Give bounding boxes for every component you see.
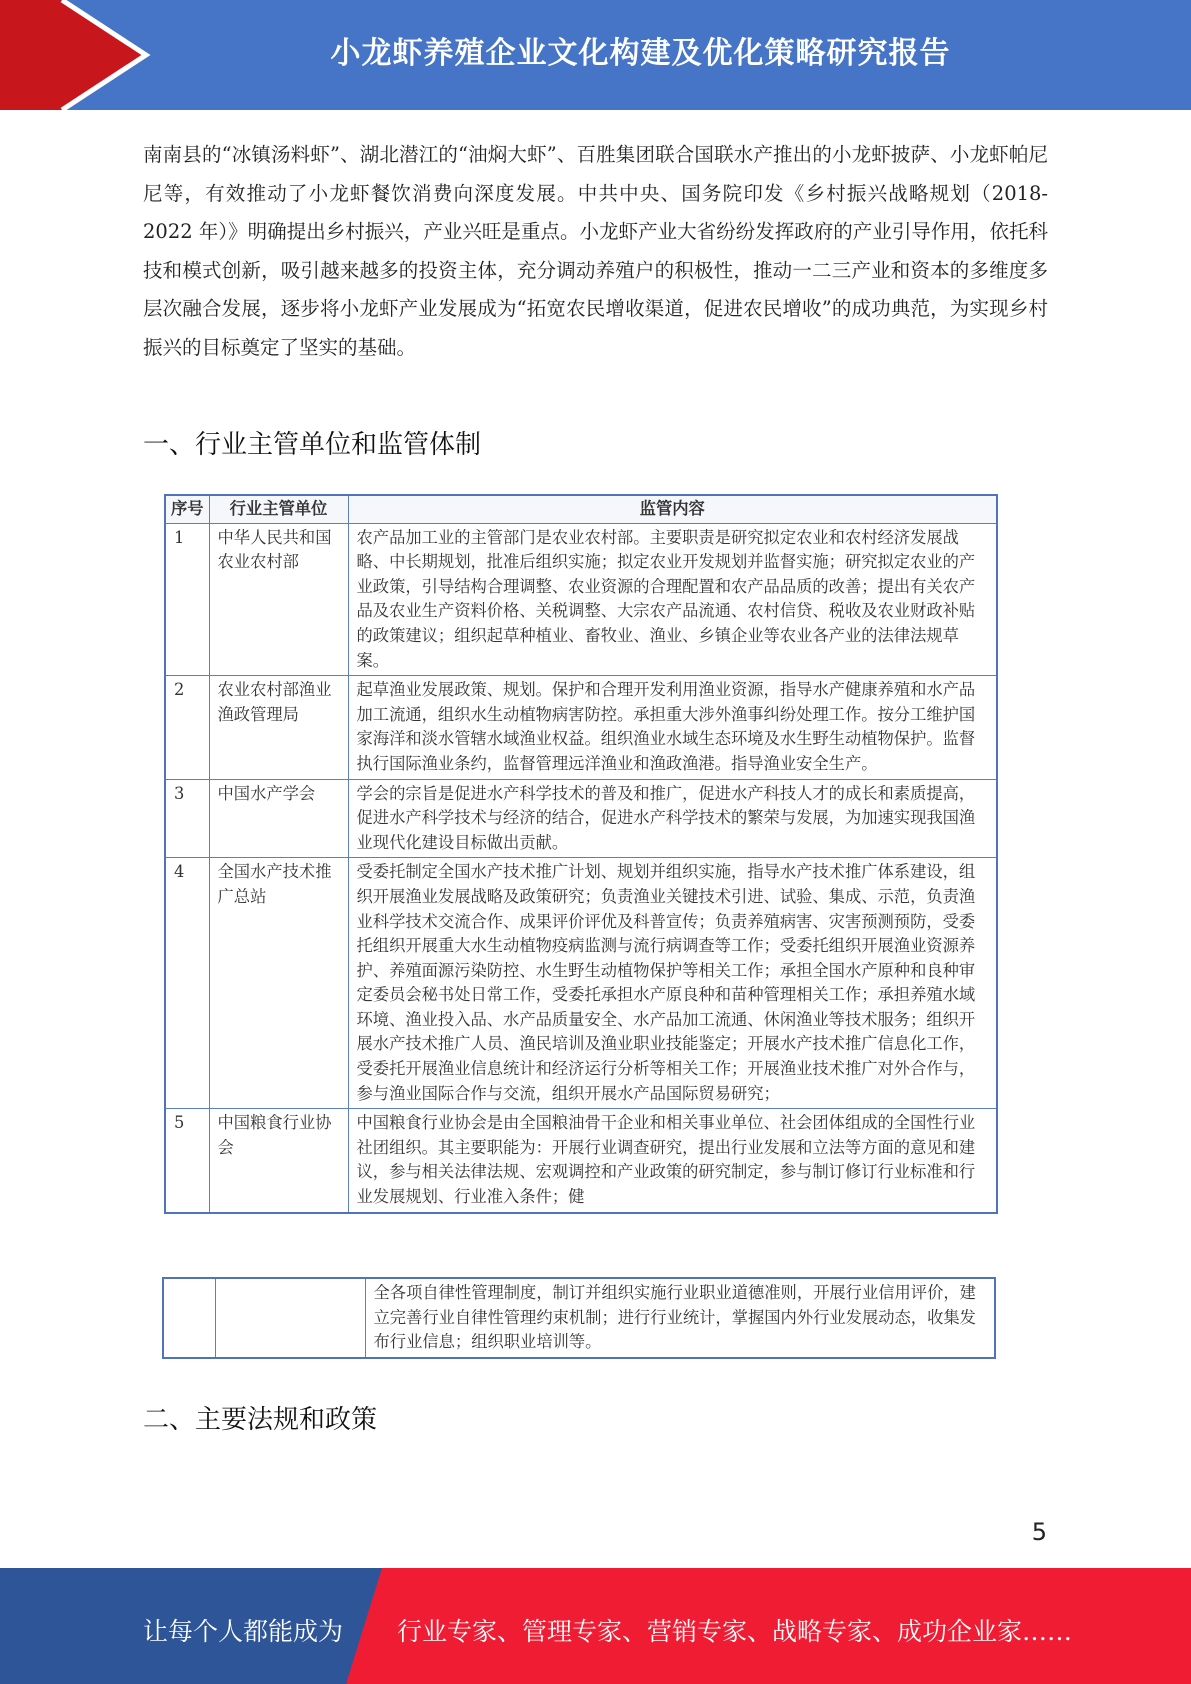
row-index: 1 bbox=[165, 523, 209, 676]
regulator-table-continuation bbox=[162, 1277, 996, 1359]
report-title: 小龙虾养殖企业文化构建及优化策略研究报告 bbox=[330, 36, 951, 71]
row-content: 起草渔业发展政策、规划。保护和合理开发利用渔业资源，指导水产健康养殖和水产品加工流通，组织水生动植物病害防控。承担重大涉外渔事纠纷处理工作。按分工维护国家海洋和淡水管辖水域渔业权益。组织渔业水域生态环境及水生野生动植物保护。监督执行国际渔业条约，监督管理远洋渔业和渔政渔港。指导渔业安全生产。 bbox=[348, 676, 997, 779]
row-unit: 中国水产学会 bbox=[209, 779, 348, 858]
row-index: 5 bbox=[165, 1109, 209, 1213]
col-header-index: 序号 bbox=[165, 495, 209, 523]
row-unit: 中华人民共和国农业农村部 bbox=[209, 523, 348, 676]
footer-slogan-left: 让每个人都能成为 bbox=[143, 1617, 344, 1646]
table-row bbox=[165, 779, 997, 858]
regulator-table bbox=[164, 494, 998, 1214]
section-heading-supervision: 一、行业主管单位和监管体制 bbox=[143, 430, 482, 460]
page-number: 5 bbox=[1031, 1518, 1047, 1546]
row-content: 全各项自律性管理制度，制订并组织实施行业职业道德准则，开展行业信用评价，建立完善行业自律性管理约束机制；进行行业统计，掌握国内外行业发展动态，收集发布行业信息；组织职业培训等。 bbox=[365, 1278, 995, 1358]
table-row bbox=[165, 1109, 997, 1213]
table-header-row bbox=[165, 495, 997, 523]
page-footer bbox=[0, 1568, 1191, 1684]
section-heading-regulations: 二、主要法规和政策 bbox=[143, 1405, 378, 1435]
table-row bbox=[165, 676, 997, 779]
intro-paragraph: 南南县的“冰镇汤料虾”、湖北潜江的“油焖大虾”、百胜集团联合国联水产推出的小龙虾披萨、小龙虾帕尼尼等，有效推动了小龙虾餐饮消费向深度发展。中共中央、国务院印发《乡村振兴战略规划（2018-2022 年）》明确提出乡村振兴，产业兴旺是重点。小龙虾产业大省纷纷发挥政府的产业引导作用，依托科技和模式创新，吸引越来越多的投资主体，充分调动养殖户的积极性，推动一二三产业和资本的多维度多层次融合发展，逐步将小龙虾产业发展成为“拓宽农民增收渠道，促进农民增收”的成功典范，为实现乡村振兴的目标奠定了坚实的基础。 bbox=[143, 143, 1048, 359]
row-unit: 中国粮食行业协会 bbox=[209, 1109, 348, 1213]
table-row bbox=[163, 1278, 995, 1358]
row-content: 中国粮食行业协会是由全国粮油骨干企业和相关事业单位、社会团体组成的全国性行业社团组织。其主要职能为：开展行业调查研究，提出行业发展和立法等方面的意见和建议，参与相关法律法规、宏观调控和产业政策的研究制定，参与制订修订行业标准和行业发展规划、行业准入条件；健 bbox=[348, 1109, 997, 1213]
row-index bbox=[163, 1278, 215, 1358]
row-content: 受委托制定全国水产技术推广计划、规划并组织实施，指导水产技术推广体系建设，组织开展渔业发展战略及政策研究；负责渔业关键技术引进、试验、集成、示范，负责渔业科学技术交流合作、成果评价评优及科普宣传；负责养殖病害、灾害预测预防，受委托组织开展重大水生动植物疫病监测与流行病调查等工作；受委托组织开展渔业资源养护、养殖面源污染防控、水生野生动植物保护等相关工作；承担全国水产原种和良种审定委员会秘书处日常工作，受委托承担水产原良种和苗种管理相关工作；承担养殖水域环境、渔业投入品、水产品质量安全、水产品加工流通、休闲渔业等技术服务；组织开展水产技术推广人员、渔民培训及渔业职业技能鉴定；开展水产技术推广信息化工作，受委托开展渔业信息统计和经济运行分析等相关工作；开展渔业技术推广对外合作与，参与渔业国际合作与交流，组织开展水产品国际贸易研究； bbox=[348, 858, 997, 1109]
row-unit: 全国水产技术推广总站 bbox=[209, 858, 348, 1109]
row-index: 3 bbox=[165, 779, 209, 858]
row-content: 学会的宗旨是促进水产科学技术的普及和推广，促进水产科技人才的成长和素质提高，促进水产科学技术与经济的结合，促进水产科学技术的繁荣与发展，为加速实现我国渔业现代化建设目标做出贡献。 bbox=[348, 779, 997, 858]
footer-slogan-right: 行业专家、管理专家、营销专家、战略专家、成功企业家…… bbox=[397, 1617, 1073, 1646]
col-header-content: 监管内容 bbox=[348, 495, 997, 523]
row-content: 农产品加工业的主管部门是农业农村部。主要职责是研究拟定农业和农村经济发展战略、中长期规划，批准后组织实施；拟定农业开发规划并监督实施；研究拟定农业的产业政策，引导结构合理调整、农业资源的合理配置和农产品品质的改善；提出有关农产品及农业生产资料价格、关税调整、大宗农产品流通、农村信贷、税收及农业财政补贴的政策建议；组织起草种植业、畜牧业、渔业、乡镇企业等农业各产业的法律法规草案。 bbox=[348, 523, 997, 676]
row-unit: 农业农村部渔业渔政管理局 bbox=[209, 676, 348, 779]
row-unit bbox=[215, 1278, 365, 1358]
row-index: 2 bbox=[165, 676, 209, 779]
table-row bbox=[165, 858, 997, 1109]
table-row bbox=[165, 523, 997, 676]
row-index: 4 bbox=[165, 858, 209, 1109]
page-header bbox=[0, 0, 1191, 110]
col-header-unit: 行业主管单位 bbox=[209, 495, 348, 523]
